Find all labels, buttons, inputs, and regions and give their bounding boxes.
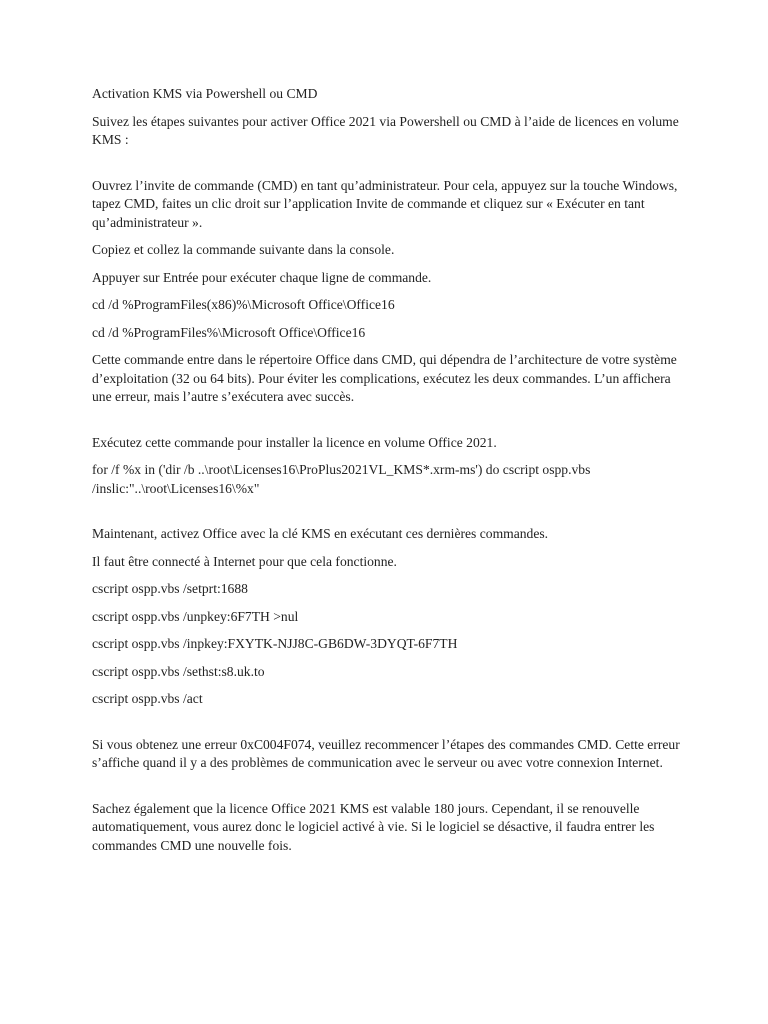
- command-cd: cd /d %ProgramFiles%\Microsoft Office\Office16: [92, 324, 366, 340]
- spacer: [92, 416, 688, 434]
- spacer: [92, 718, 688, 736]
- validity-note-paragraph: Sachez également que la licence Office 2021 KMS est valable 180 jours. Cependant, il se renouvelle automatiquement, vous aurez donc le logiciel activé à vie. Si le logiciel se désactive, il faudra entrer les commandes CMD une nouvelle fois.: [92, 800, 655, 853]
- cd-explanation-paragraph: Cette commande entre dans le répertoire Office dans CMD, qui dépendra de l’architecture de votre système d’exploitation (32 ou 64 bits). Pour éviter les complications, exécutez les deux commandes. L’un affichera une erreur, mais l’autre s’exécutera avec succès.: [92, 352, 677, 404]
- copy-paste-paragraph: Copiez et collez la commande suivante dans la console.: [92, 242, 395, 257]
- command-setprt: cscript ospp.vbs /setprt:1688: [92, 581, 248, 596]
- document-title: Activation KMS via Powershell ou CMD: [92, 86, 318, 101]
- press-enter-paragraph: Appuyer sur Entrée pour exécuter chaque ligne de commande.: [92, 269, 432, 285]
- spacer: [92, 507, 688, 525]
- error-note-paragraph: Si vous obtenez une erreur 0xC004F074, veuillez recommencer l’étapes des commandes CMD. Cette erreur s’affiche quand il y a des problèmes de communication avec le serveur ou avec votre connexion Internet.: [92, 736, 680, 770]
- command-sethst: cscript ospp.vbs /sethst:s8.uk.to: [92, 663, 265, 679]
- install-intro-paragraph: Exécutez cette commande pour installer la licence en volume Office 2021.: [92, 434, 497, 450]
- activate-intro-paragraph: Maintenant, activez Office avec la clé KMS en exécutant ces dernières commandes.: [92, 526, 549, 541]
- command-install-license: for /f %x in ('dir /b ..\root\Licenses16\ProPlus2021VL_KMS*.xrm-ms') do cscript ospp.vbs /inslic:"..\root\Licenses16\%x": [92, 462, 591, 496]
- spacer: [92, 782, 688, 800]
- command-unpkey: cscript ospp.vbs /unpkey:6F7TH >nul: [92, 608, 299, 624]
- intro-paragraph: Suivez les étapes suivantes pour activer Office 2021 via Powershell ou CMD à l’aide de licences en volume KMS :: [92, 113, 679, 147]
- internet-note-paragraph: Il faut être connecté à Internet pour que cela fonctionne.: [92, 553, 397, 569]
- command-act: cscript ospp.vbs /act: [92, 691, 203, 706]
- spacer: [92, 159, 688, 177]
- step1-paragraph: Ouvrez l’invite de commande (CMD) en tant qu’administrateur. Pour cela, appuyez sur la touche Windows, tapez CMD, faites un clic droit sur l’application Invite de commande et cliquez sur « Exécuter en tant qu’administrateur ».: [92, 177, 678, 230]
- command-cd-x86: cd /d %ProgramFiles(x86)%\Microsoft Office\Office16: [92, 297, 395, 312]
- command-inpkey: cscript ospp.vbs /inpkey:FXYTK-NJJ8C-GB6DW-3DYQT-6F7TH: [92, 636, 458, 651]
